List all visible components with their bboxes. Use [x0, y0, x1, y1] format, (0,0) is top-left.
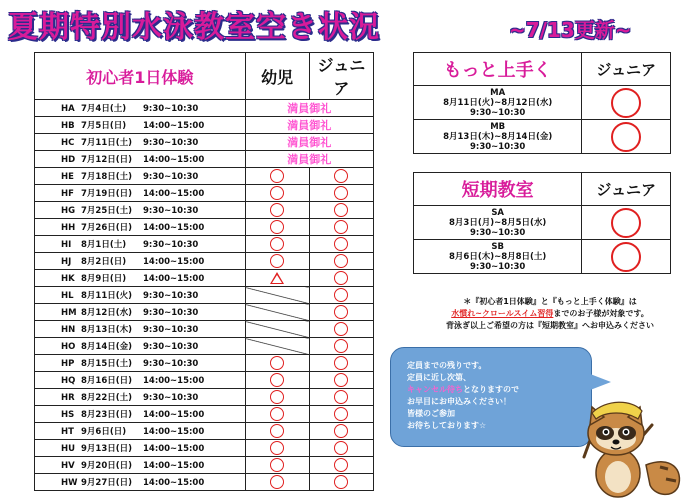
session-code: HI — [61, 240, 72, 250]
available-circle-icon — [334, 305, 348, 319]
junior-availability-cell — [309, 474, 373, 491]
short-term-table — [413, 172, 671, 274]
table-row — [35, 457, 374, 474]
session-time: 9:30~10:30 — [143, 342, 199, 352]
few-left-triangle-icon — [270, 272, 284, 284]
session-time: 14:00~15:00 — [143, 427, 205, 437]
session-date: 9月27日(日) — [81, 478, 133, 488]
session-code: HU — [61, 444, 76, 454]
sold-out-label: 満員御礼 — [287, 119, 332, 132]
available-circle-icon — [611, 242, 641, 272]
raccoon-mascot-icon — [576, 395, 686, 499]
session-info: SA 8月3日(月)~8月5日(水) 9:30~10:30 — [414, 206, 582, 240]
table-row — [414, 86, 671, 120]
session-code: HQ — [61, 376, 76, 386]
session-code: HF — [61, 189, 74, 199]
table-row — [35, 372, 374, 389]
junior-availability-cell — [309, 355, 373, 372]
session-date: 9月20日(日) — [81, 461, 133, 471]
session-label — [35, 440, 246, 457]
junior-availability-cell — [309, 168, 373, 185]
session-code: HD — [61, 155, 76, 165]
session-time: 9:30~10:30 — [143, 359, 199, 369]
session-time: 9:30~10:30 — [143, 104, 199, 114]
session-date: 8月11日(火) — [81, 291, 133, 301]
junior-availability-cell — [309, 321, 373, 338]
session-code: HV — [61, 461, 75, 471]
session-info: MA 8月11日(火)~8月12日(水) 9:30~10:30 — [414, 86, 582, 120]
session-code: HP — [61, 359, 75, 369]
session-date: 7月5日(日) — [81, 121, 127, 131]
junior-availability-cell — [309, 389, 373, 406]
col-header-course: 初心者1日体験 — [35, 53, 246, 100]
available-circle-icon — [334, 322, 348, 336]
session-label — [35, 202, 246, 219]
available-circle-icon — [270, 424, 284, 438]
available-circle-icon — [334, 475, 348, 489]
available-circle-icon — [334, 356, 348, 370]
availability-cell — [582, 240, 671, 274]
session-date: 8月1日(土) — [81, 240, 127, 250]
session-date: 7月19日(日) — [81, 189, 133, 199]
kid-availability-cell — [245, 236, 309, 253]
table-row — [35, 202, 374, 219]
available-circle-icon — [334, 458, 348, 472]
table-row — [35, 100, 374, 117]
session-time: 14:00~15:00 — [143, 257, 205, 267]
available-circle-icon — [270, 169, 284, 183]
session-time: 14:00~15:00 — [143, 376, 205, 386]
session-time: 14:00~15:00 — [143, 274, 205, 284]
junior-availability-cell — [309, 338, 373, 355]
available-circle-icon — [270, 407, 284, 421]
table-row — [35, 134, 374, 151]
session-date: 8月12日(水) — [81, 308, 133, 318]
junior-availability-cell — [309, 423, 373, 440]
available-circle-icon — [334, 203, 348, 217]
session-label — [35, 134, 246, 151]
kid-availability-cell — [245, 219, 309, 236]
kid-availability-cell — [245, 355, 309, 372]
availability-cell — [582, 206, 671, 240]
not-offered-cell — [245, 321, 309, 338]
speech-bubble: 定員までの残りです。 定員に近し次第、 キャンセル待ちとなりますので お早目にお申込みください！ 皆様のご参加 お待ちしております☆ — [390, 347, 592, 447]
table-row — [35, 219, 374, 236]
motto-title: もっと上手く — [414, 53, 582, 86]
available-circle-icon — [270, 390, 284, 404]
session-label — [35, 338, 246, 355]
available-circle-icon — [270, 458, 284, 472]
available-circle-icon — [334, 186, 348, 200]
session-time: 9:30~10:30 — [143, 206, 199, 216]
table-row — [35, 389, 374, 406]
session-date: 8月15日(土) — [81, 359, 133, 369]
session-code: HK — [61, 274, 75, 284]
available-circle-icon — [611, 208, 641, 238]
updated-label: ~7/13更新~ — [509, 18, 632, 42]
not-offered-cell — [245, 304, 309, 321]
table-row — [35, 338, 374, 355]
page-title: 夏期特別水泳教室空き状況 — [8, 10, 380, 45]
available-circle-icon — [270, 203, 284, 217]
kid-availability-cell — [245, 406, 309, 423]
session-date: 8月16日(日) — [81, 376, 133, 386]
table-row — [35, 355, 374, 372]
table-row — [35, 253, 374, 270]
short-term-title: 短期教室 — [414, 173, 582, 206]
session-label — [35, 474, 246, 491]
available-circle-icon — [270, 441, 284, 455]
session-time: 14:00~15:00 — [143, 155, 205, 165]
session-code: HW — [61, 478, 78, 488]
session-label — [35, 423, 246, 440]
session-label — [35, 270, 246, 287]
available-circle-icon — [270, 475, 284, 489]
session-label — [35, 100, 246, 117]
available-circle-icon — [270, 254, 284, 268]
table-row — [414, 120, 671, 154]
junior-availability-cell — [309, 236, 373, 253]
session-time: 9:30~10:30 — [143, 325, 199, 335]
session-time: 14:00~15:00 — [143, 223, 205, 233]
junior-availability-cell — [309, 304, 373, 321]
not-offered-cell — [245, 287, 309, 304]
junior-availability-cell — [309, 457, 373, 474]
available-circle-icon — [270, 220, 284, 234]
available-circle-icon — [334, 390, 348, 404]
session-time: 14:00~15:00 — [143, 410, 205, 420]
session-code: HR — [61, 393, 75, 403]
target-skill-highlight: 水慣れ~クロールスイム習得 — [451, 309, 554, 318]
table-row — [35, 474, 374, 491]
session-date: 7月12日(日) — [81, 155, 133, 165]
kid-availability-cell — [245, 202, 309, 219]
available-circle-icon — [334, 407, 348, 421]
session-code: HS — [61, 410, 75, 420]
session-code: HT — [61, 427, 74, 437]
session-date: 7月18日(土) — [81, 172, 133, 182]
available-circle-icon — [334, 169, 348, 183]
junior-availability-cell — [309, 372, 373, 389]
table-row — [35, 117, 374, 134]
session-time: 14:00~15:00 — [143, 478, 205, 488]
speech-bubble-tail — [585, 372, 611, 392]
available-circle-icon — [270, 186, 284, 200]
available-circle-icon — [270, 356, 284, 370]
full-status-cell — [245, 117, 373, 134]
session-time: 14:00~15:00 — [143, 189, 205, 199]
session-code: HC — [61, 138, 75, 148]
session-time: 9:30~10:30 — [143, 138, 199, 148]
session-time: 14:00~15:00 — [143, 444, 205, 454]
table-row — [414, 206, 671, 240]
session-time: 14:00~15:00 — [143, 121, 205, 131]
session-label — [35, 457, 246, 474]
session-label — [35, 185, 246, 202]
junior-availability-cell — [309, 270, 373, 287]
available-circle-icon — [334, 424, 348, 438]
kid-availability-cell — [245, 440, 309, 457]
session-code: HH — [61, 223, 76, 233]
session-label — [35, 372, 246, 389]
table-row — [35, 406, 374, 423]
session-code: HJ — [61, 257, 72, 267]
available-circle-icon — [270, 373, 284, 387]
not-offered-cell — [245, 338, 309, 355]
full-status-cell — [245, 100, 373, 117]
kid-availability-cell — [245, 423, 309, 440]
table-row — [35, 423, 374, 440]
session-time: 9:30~10:30 — [143, 240, 199, 250]
table-row — [414, 240, 671, 274]
table-row — [35, 185, 374, 202]
session-date: 9月6日(日) — [81, 427, 127, 437]
session-code: HN — [61, 325, 76, 335]
kid-availability-cell — [245, 389, 309, 406]
available-circle-icon — [334, 254, 348, 268]
availability-cell — [582, 86, 671, 120]
session-label — [35, 168, 246, 185]
session-date: 7月11日(土) — [81, 138, 133, 148]
session-date: 8月22日(土) — [81, 393, 133, 403]
available-circle-icon — [270, 237, 284, 251]
eligibility-note: ＊『初心者1日体験』と『もっと上手く体験』は 水慣れ~クロールスイム習得までのお子様が対象です。 背泳ぎ以上ご希望の方は『短期教室』へお申込みください — [446, 297, 654, 330]
kid-availability-cell — [245, 168, 309, 185]
available-circle-icon — [334, 220, 348, 234]
session-label — [35, 253, 246, 270]
session-code: HO — [61, 342, 76, 352]
table-row — [35, 168, 374, 185]
session-date: 7月25日(土) — [81, 206, 133, 216]
session-label — [35, 219, 246, 236]
available-circle-icon — [334, 237, 348, 251]
junior-availability-cell — [309, 253, 373, 270]
session-label — [35, 406, 246, 423]
kid-availability-cell — [245, 253, 309, 270]
kid-availability-cell — [245, 270, 309, 287]
session-date: 9月13日(日) — [81, 444, 133, 454]
sold-out-label: 満員御礼 — [287, 153, 332, 166]
session-time: 14:00~15:00 — [143, 461, 205, 471]
session-date: 8月13日(木) — [81, 325, 133, 335]
kid-availability-cell — [245, 372, 309, 389]
session-info: MB 8月13日(木)~8月14日(金) 9:30~10:30 — [414, 120, 582, 154]
table-row — [35, 440, 374, 457]
junior-availability-cell — [309, 219, 373, 236]
available-circle-icon — [334, 339, 348, 353]
kid-availability-cell — [245, 474, 309, 491]
table-row — [35, 287, 374, 304]
kid-availability-cell — [245, 457, 309, 474]
sold-out-label: 満員御礼 — [287, 136, 332, 149]
session-date: 8月23日(日) — [81, 410, 133, 420]
session-label — [35, 117, 246, 134]
junior-availability-cell — [309, 202, 373, 219]
available-circle-icon — [334, 373, 348, 387]
session-code: HE — [61, 172, 74, 182]
session-date: 8月2日(日) — [81, 257, 127, 267]
session-label — [35, 389, 246, 406]
waitlist-highlight: キャンセル待ち — [407, 385, 463, 394]
session-code: HL — [61, 291, 74, 301]
beginner-trial-table — [34, 52, 374, 491]
session-time: 9:30~10:30 — [143, 172, 199, 182]
session-label — [35, 321, 246, 338]
table-row — [35, 321, 374, 338]
full-status-cell — [245, 151, 373, 168]
session-time: 9:30~10:30 — [143, 393, 199, 403]
col-header-junior: ジュニア — [309, 53, 373, 100]
junior-availability-cell — [309, 406, 373, 423]
session-code: HB — [61, 121, 75, 131]
table-row — [35, 304, 374, 321]
junior-availability-cell — [309, 440, 373, 457]
table-row — [35, 270, 374, 287]
session-date: 7月26日(日) — [81, 223, 133, 233]
available-circle-icon — [334, 288, 348, 302]
session-label — [35, 304, 246, 321]
session-time: 9:30~10:30 — [143, 291, 199, 301]
session-date: 7月4日(土) — [81, 104, 127, 114]
available-circle-icon — [334, 271, 348, 285]
motto-junior-header: ジュニア — [582, 53, 671, 86]
motto-table — [413, 52, 671, 154]
sold-out-label: 満員御礼 — [287, 102, 332, 115]
session-code: HM — [61, 308, 77, 318]
session-label — [35, 287, 246, 304]
col-header-kid: 幼児 — [245, 53, 309, 100]
full-status-cell — [245, 134, 373, 151]
junior-availability-cell — [309, 287, 373, 304]
session-code: HG — [61, 206, 76, 216]
session-time: 9:30~10:30 — [143, 308, 199, 318]
session-label — [35, 151, 246, 168]
session-label — [35, 355, 246, 372]
available-circle-icon — [611, 122, 641, 152]
available-circle-icon — [611, 88, 641, 118]
short-term-junior-header: ジュニア — [582, 173, 671, 206]
junior-availability-cell — [309, 185, 373, 202]
session-label — [35, 236, 246, 253]
session-code: HA — [61, 104, 75, 114]
session-date: 8月9日(日) — [81, 274, 127, 284]
table-row — [35, 236, 374, 253]
kid-availability-cell — [245, 185, 309, 202]
session-date: 8月14日(金) — [81, 342, 133, 352]
table-row — [35, 151, 374, 168]
session-info: SB 8月6日(木)~8月8日(土) 9:30~10:30 — [414, 240, 582, 274]
availability-cell — [582, 120, 671, 154]
available-circle-icon — [334, 441, 348, 455]
